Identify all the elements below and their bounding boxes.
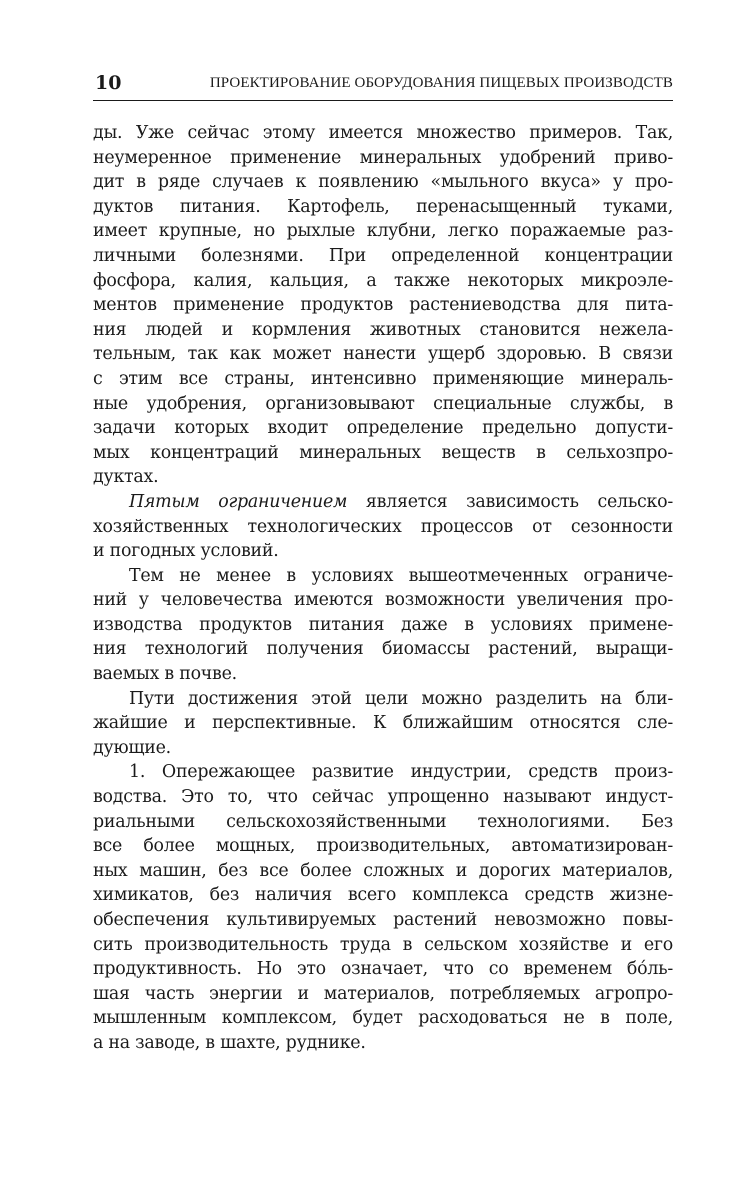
text-line: и погодных условий. — [93, 541, 279, 562]
text-line: мых концентраций минеральных веществ в сельхозпро- — [93, 442, 673, 463]
text-line: мышленным комплексом, будет расходоваться не в поле, — [93, 1008, 673, 1029]
text-line: хозяйственных технологических процессов от сезонности — [93, 516, 673, 537]
text-line: ния людей и кормления животных становится нежела- — [93, 319, 673, 340]
text-line-rest: является зависимость сельско- — [347, 491, 673, 512]
text-line: Тем не менее в условиях вышеотмеченных ограниче- — [129, 565, 673, 586]
text-line: дуктах. — [93, 467, 159, 488]
text-line: ния технологий получения биомассы растений, выращи- — [93, 639, 673, 660]
text-line: 1. Опережающее развитие индустрии, средств произ- — [129, 762, 673, 783]
text-line: все более мощных, производительных, автоматизирован- — [93, 836, 673, 857]
text-line: а на заводе, в шахте, руднике. — [93, 1032, 366, 1053]
text-line: ваемых в почве. — [93, 664, 237, 685]
text-line: обеспечения культивируемых растений невозможно повы- — [93, 910, 673, 930]
emphasis-term: Пятым ограничением — [129, 491, 348, 512]
text-line: сить производительность труда в сельском хозяйстве и его — [93, 934, 673, 955]
text-line: ных машин, без все более сложных и дорогих материалов, — [93, 860, 673, 881]
body-text — [93, 121, 673, 1056]
text-line: риальными сельскохозяйственными технологиями. Без — [93, 811, 673, 832]
page-number: 10 — [95, 72, 122, 94]
text-line: личными болезнями. При определенной концентрации — [93, 245, 673, 266]
text-line: дит в ряде случаев к появлению «мыльного вкуса» у про- — [93, 172, 673, 193]
text-line: тельным, так как может нанести ущерб здоровью. В связи — [93, 344, 673, 365]
text-line: химикатов, без наличия всего комплекса средств жизне- — [93, 885, 673, 906]
running-header — [93, 70, 673, 101]
text-line: ний у человечества имеются возможности увеличения про- — [93, 590, 673, 611]
running-title: ПРОЕКТИРОВАНИЕ ОБОРУДОВАНИЯ ПИЩЕВЫХ ПРОИЗВОДСТВ — [209, 75, 673, 91]
text-line: продуктивность. Но это означает, что со временем бо́ль- — [93, 959, 673, 980]
text-line: шая часть энергии и материалов, потребляемых агропро- — [93, 983, 673, 1004]
text-line: задачи которых входит определение предельно допусти- — [93, 418, 673, 439]
text-line: Пути достижения этой цели можно разделить на бли- — [129, 688, 673, 709]
text-line: с этим все страны, интенсивно применяющие минераль- — [93, 368, 673, 389]
text-line: ды. Уже сейчас этому имеется множество примеров. Так, — [93, 123, 673, 143]
text-line: изводства продуктов питания даже в условиях примене- — [93, 614, 673, 635]
text-line: жайшие и перспективные. К ближайшим относятся сле- — [93, 713, 673, 734]
text-line: неумеренное применение минеральных удобрений приво- — [93, 147, 673, 168]
text-line: фосфора, калия, кальция, а также некоторых микроэле- — [93, 270, 673, 291]
text-line: ментов применение продуктов растениеводства для пита- — [93, 295, 673, 316]
text-line-emphasis — [93, 490, 673, 515]
text-line: водства. Это то, что сейчас упрощенно называют индуст- — [93, 787, 673, 808]
text-line: дуктов питания. Картофель, перенасыщенный туками, — [93, 196, 673, 217]
text-line: имеет крупные, но рыхлые клубни, легко поражаемые раз- — [93, 221, 673, 242]
text-line: ные удобрения, организовывают специальные службы, в — [93, 393, 673, 414]
text-line: дующие. — [93, 737, 171, 758]
